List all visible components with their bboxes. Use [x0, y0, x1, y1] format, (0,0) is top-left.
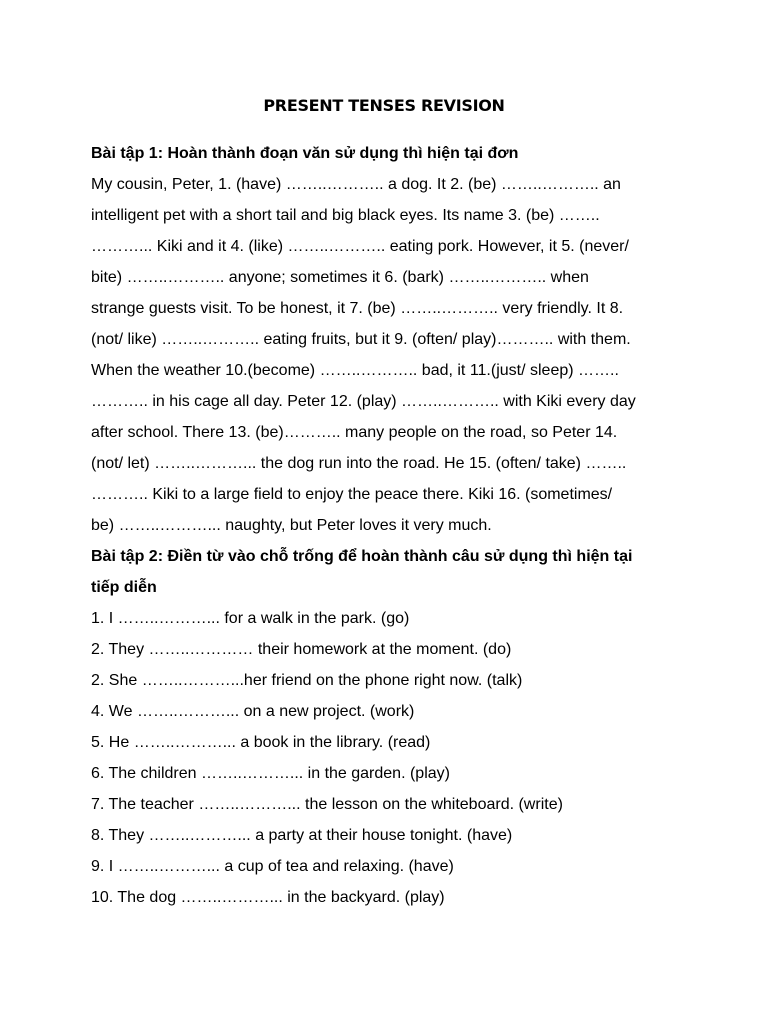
exercise2-heading-line: tiếp diễn — [91, 579, 157, 596]
exercise1-heading: Bài tập 1: Hoàn thành đoạn văn sử dụng thì hiện tại đơn — [91, 145, 519, 162]
list-item: 2. She ……..………...her friend on the phone right now. (talk) — [91, 672, 523, 689]
paragraph-line: ……….. Kiki to a large field to enjoy the peace there. Kiki 16. (sometimes/ — [91, 486, 613, 503]
list-item: 8. They ……..………... a party at their house tonight. (have) — [91, 827, 513, 844]
paragraph-line: When the weather 10.(become) ……..……….. bad, it 11.(just/ sleep) …….. — [91, 362, 619, 379]
exercise2-heading-line: Bài tập 2: Điền từ vào chỗ trống để hoàn thành câu sử dụng thì hiện tại — [91, 548, 633, 565]
list-item: 1. I ……..………... for a walk in the park. (go) — [91, 610, 410, 627]
list-item: 9. I ……..………... a cup of tea and relaxing. (have) — [91, 858, 454, 875]
paragraph-line: (not/ let) ……..………... the dog run into the road. He 15. (often/ take) …….. — [91, 455, 627, 472]
exercise2-heading — [91, 541, 691, 603]
list-item: 4. We ……..………... on a new project. (work) — [91, 703, 415, 720]
exercise2-list — [91, 603, 691, 913]
exercise1-paragraph — [91, 169, 691, 541]
paragraph-line: strange guests visit. To be honest, it 7. (be) ……..……….. very friendly. It 8. — [91, 300, 624, 317]
list-item: 5. He ……..………... a book in the library. (read) — [91, 734, 431, 751]
list-item: 10. The dog ……..………... in the backyard. (play) — [91, 889, 445, 906]
list-item: 6. The children ……..………... in the garden. (play) — [91, 765, 450, 782]
paragraph-line: be) ……..………... naughty, but Peter loves it very much. — [91, 517, 492, 534]
paragraph-line: My cousin, Peter, 1. (have) ……..……….. a dog. It 2. (be) ……..……….. an — [91, 176, 621, 193]
paragraph-line: after school. There 13. (be)……….. many people on the road, so Peter 14. — [91, 424, 618, 441]
paragraph-line: ………... Kiki and it 4. (like) ……..……….. eating pork. However, it 5. (never/ — [91, 238, 629, 255]
paragraph-line: (not/ like) ……..……….. eating fruits, but it 9. (often/ play)……….. with them. — [91, 331, 631, 348]
paragraph-line: intelligent pet with a short tail and big black eyes. Its name 3. (be) …….. — [91, 207, 600, 224]
list-item: 2. They ……..………… their homework at the moment. (do) — [91, 641, 512, 658]
document-content — [91, 138, 691, 913]
document-title: PRESENT TENSES REVISION — [263, 96, 505, 115]
paragraph-line: bite) ……..……….. anyone; sometimes it 6. (bark) ……..……….. when — [91, 269, 589, 286]
paragraph-line: ……….. in his cage all day. Peter 12. (play) ……..……….. with Kiki every day — [91, 393, 636, 410]
list-item: 7. The teacher ……..………... the lesson on the whiteboard. (write) — [91, 796, 563, 813]
